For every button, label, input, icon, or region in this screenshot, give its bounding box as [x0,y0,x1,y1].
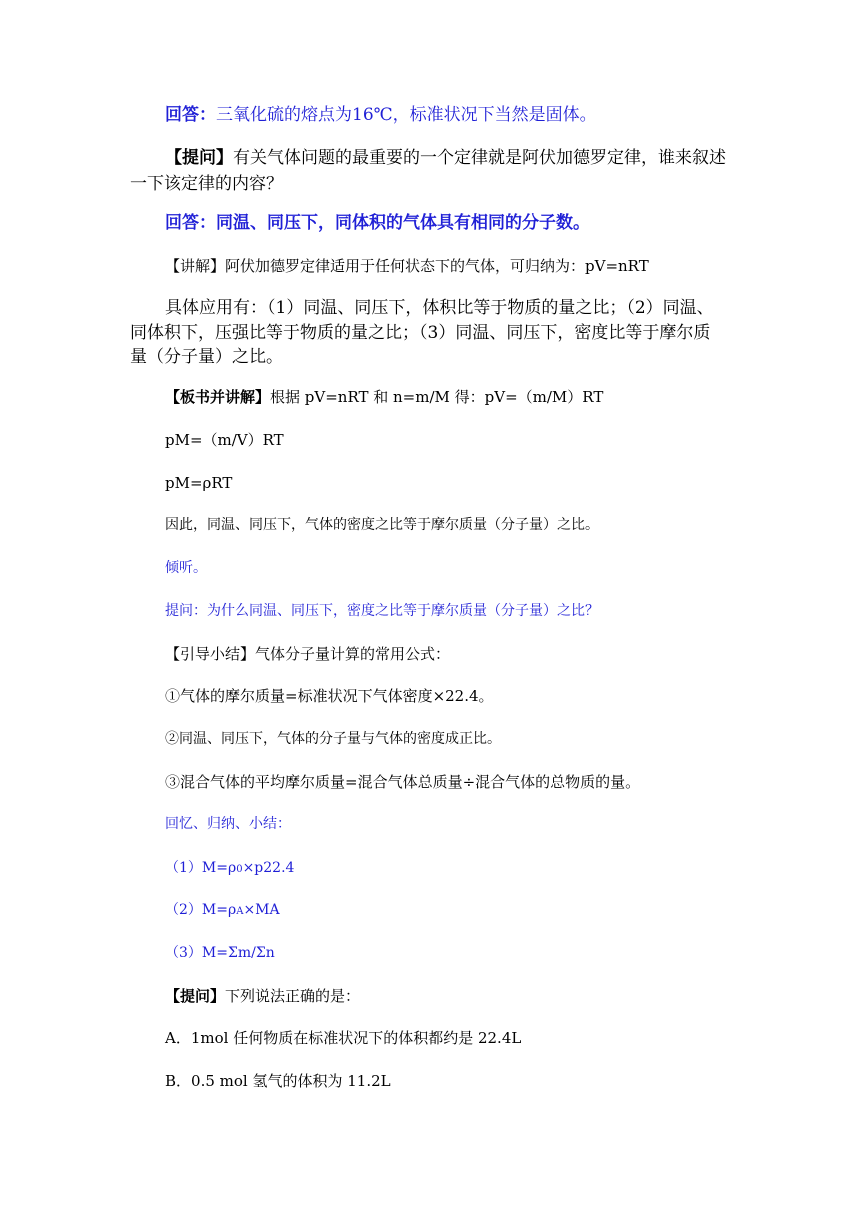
question-label-2: 【提问】 [165,987,226,1005]
question-line-1 [165,150,726,167]
review-formula-2 [165,903,280,917]
conclusion-paragraph: 因此，同温、同压下，气体的密度之比等于摩尔质量（分子量）之比。 [165,517,599,533]
review-formula-3: （3）M=Σm/Σn [165,945,275,961]
review-formula-2-post: ×MA [243,902,280,918]
question-line-2: 一下该定律的内容？ [130,174,283,194]
review-formula-1-pre: （1）M=ρ [165,860,237,876]
formula-item-2: ②同温、同压下，气体的分子量与气体的密度成正比。 [165,731,501,747]
formula-pm-1-lhs: pM= [165,431,203,449]
option-a: A．1mol 任何物质在标准状况下的体积都约是 22.4L [165,1029,522,1047]
option-b: B．0.5 mol 氢气的体积为 11.2L [165,1072,391,1090]
answer-label: 回答： [165,105,216,125]
application-line-2: 同体积下，压强比等于物质的量之比；（3）同温、同压下，密度比等于摩尔质 [130,323,711,343]
answer-text-2: 同温、同压下，同体积的气体具有相同的分子数。 [216,213,590,233]
review-formula-2-pre: （2）M=ρ [165,902,237,918]
formula-pm-1 [165,433,284,448]
review-formula-1 [165,861,294,875]
formula-pm-1-rhs: （m/V）RT [202,431,284,449]
application-line-3: 量（分子量）之比。 [130,347,283,367]
answer-label-2: 回答： [165,213,216,233]
question-text-line-1: 有关气体问题的最重要的一个定律就是阿伏加德罗定律，谁来叙述 [233,148,726,168]
review-formula-1-sub: 0 [236,864,243,875]
application-line-1: 具体应用有：（1）同温、同压下，体积比等于物质的量之比；（2）同温、 [165,298,714,318]
listen-note: 倾听。 [165,560,207,576]
question-paragraph-2 [165,989,360,1004]
answer-text: 三氧化硫的熔点为16℃，标准状况下当然是固体。 [216,105,597,125]
formula-pm-2-rhs: ρRT [202,474,233,492]
formula-pm-2 [165,476,232,491]
summary-heading: 【引导小结】气体分子量计算的常用公式： [165,645,451,663]
explanation-paragraph: 【讲解】阿伏加德罗定律适用于任何状态下的气体，可归纳为：pV=nRT [165,257,649,275]
question-text-2: 下列说法正确的是： [225,987,361,1005]
formula-pm-2-lhs: pM= [165,474,203,492]
board-explanation [165,390,603,405]
answer-paragraph-2 [165,215,590,232]
question-label: 【提问】 [165,148,233,168]
board-label: 【板书并讲解】 [165,388,271,406]
board-text: 根据 pV=nRT 和 n=m/M 得：pV=（m/M）RT [270,388,604,406]
formula-item-3: ③混合气体的平均摩尔质量=混合气体总质量÷混合气体的总物质的量。 [165,773,641,791]
review-formula-1-post: ×p22.4 [242,860,295,876]
answer-paragraph [165,107,597,124]
review-formula-2-sub: A [236,906,244,917]
student-question: 提问：为什么同温、同压下，密度之比等于摩尔质量（分子量）之比？ [165,603,599,619]
formula-item-1: ①气体的摩尔质量=标准状况下气体密度×22.4。 [165,687,494,705]
review-heading: 回忆、归纳、小结： [165,816,291,832]
